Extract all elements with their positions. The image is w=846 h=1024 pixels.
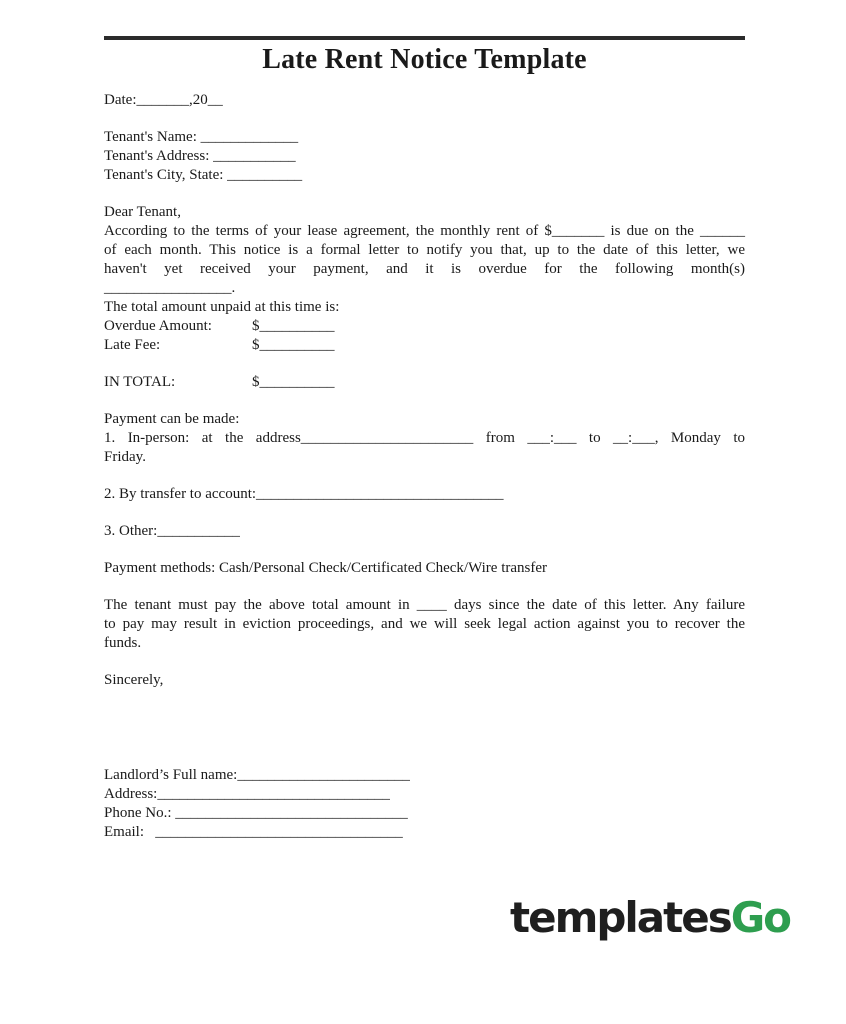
payment-option-2: 2. By transfer to account:_________________________________ [104,486,504,502]
payment-option-1: 1. In-person: at the address_______________________ from ___:___ to __:___, Monday to [104,430,745,446]
landlord-email-line: Email: _________________________________ [104,824,403,840]
warning-line: funds. [104,635,142,651]
in-total-value: $__________ [252,374,335,390]
late-fee-label: Late Fee: [104,337,161,353]
payment-methods: Payment methods: Cash/Personal Check/Certificated Check/Wire transfer [104,560,548,576]
paragraph-line: haven't yet received your payment, and it is overdue for the following month(s) [104,261,745,277]
tenant-address-line: Tenant's Address: ___________ [104,148,296,164]
paragraph-line: According to the terms of your lease agreement, the monthly rent of $_______ is due on the ______ [104,223,745,239]
logo-text-dark: templates [510,893,731,942]
warning-line: to pay may result in eviction proceedings, and we will seek legal action against you to recover the [104,616,745,632]
overdue-amount-label: Overdue Amount: [104,318,212,334]
paragraph-line: _________________. [104,280,236,296]
letter-body [104,91,745,842]
payment-intro: Payment can be made: [104,411,240,427]
late-fee-row [104,336,745,355]
landlord-phone-line: Phone No.: _______________________________ [104,805,408,821]
date-line: Date:_______,20__ [104,92,223,108]
paragraph-line: of each month. This notice is a formal letter to notify you that, up to the date of this letter, we [104,242,745,258]
late-fee-value: $__________ [252,337,335,353]
overdue-amount-row [104,317,745,336]
payment-option-1-cont: Friday. [104,449,146,465]
greeting: Dear Tenant, [104,204,181,220]
overdue-amount-value: $__________ [252,318,335,334]
tenant-name-line: Tenant's Name: _____________ [104,129,299,145]
logo-text-green: Go [730,893,791,942]
in-total-label: IN TOTAL: [104,374,176,390]
landlord-address-line: Address:_______________________________ [104,786,390,802]
document-title: Late Rent Notice Template [262,44,587,75]
payment-option-3: 3. Other:___________ [104,523,240,539]
top-rule [104,36,745,40]
tenant-city-state-line: Tenant's City, State: __________ [104,167,303,183]
total-intro: The total amount unpaid at this time is: [104,299,340,315]
templatesgo-logo [510,888,790,948]
closing: Sincerely, [104,672,164,688]
warning-line: The tenant must pay the above total amount in ____ days since the date of this letter. Any failure [104,597,745,613]
landlord-name-line: Landlord’s Full name:_______________________ [104,767,410,783]
in-total-row [104,373,745,392]
